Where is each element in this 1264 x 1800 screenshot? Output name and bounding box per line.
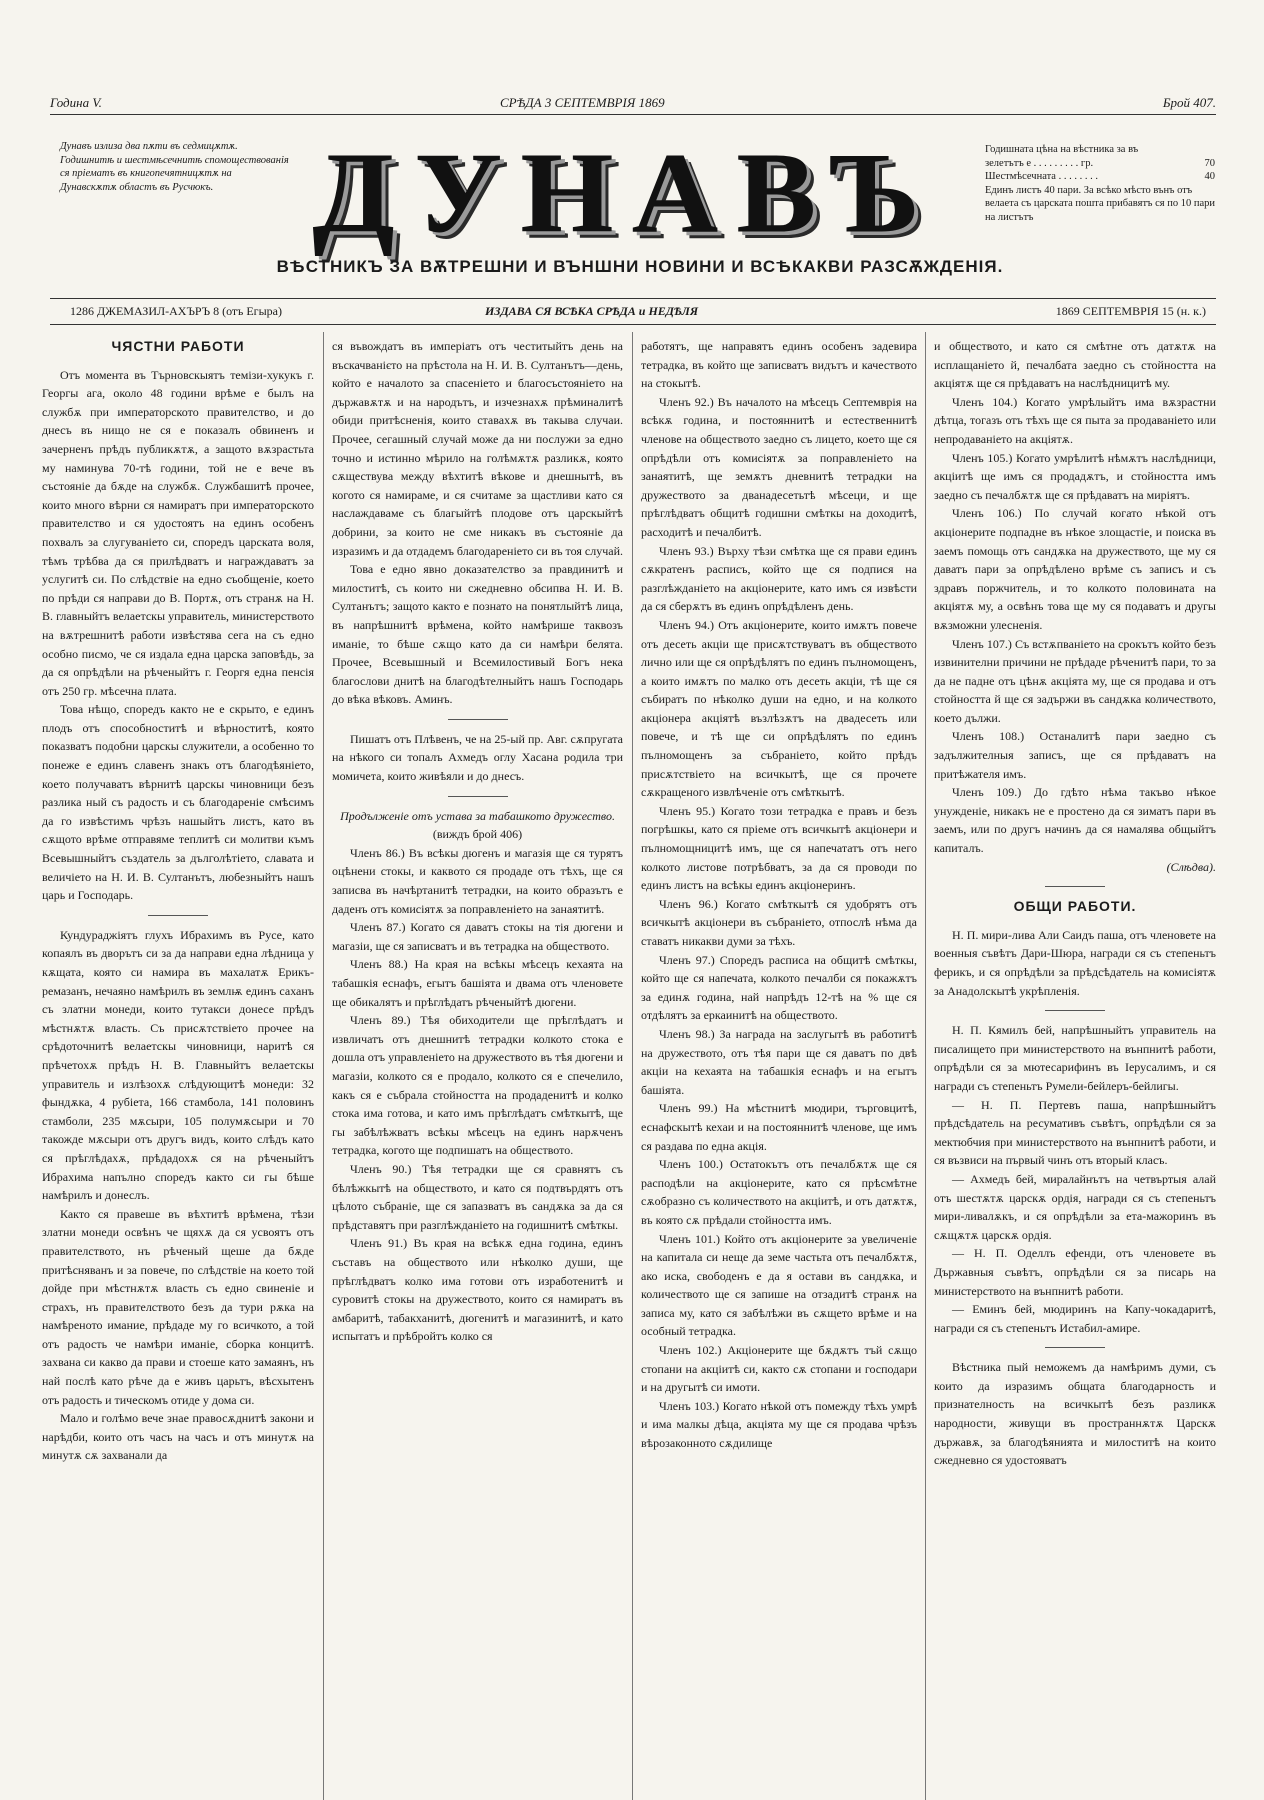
price-line-1: Годишната цѣна на вѣстника за въ: [985, 144, 1139, 155]
article-paragraph: Членъ 92.) Въ началото на мѣсецъ Септемврія на всѣкѫ година, и постояннитѣ и естественнитѣ членове на обществото заедно съ лицето, което ще ся опрѣдѣли отъ комисіятѫ за поправленіето на занаятитѣ, ще земѫтъ дневнитѣ тетрадки на дружеството за дванадесетьтѣ мѣсеци, и ще прѣглѣдватъ общитѣ годишни смѣткы на доходитѣ, расходитѣ и печалбитѣ.: [641, 394, 917, 539]
article-paragraph: Пишатъ отъ Плѣвенъ, че на 25-ый пр. Авг. сѫпругата на нѣкого си топалъ Ахмедъ оглу Хасана родила три момичета, които живѣяли и до днесъ.: [332, 731, 623, 784]
article-paragraph: Членъ 104.) Когато умрѣлыйтъ има вѫзрастни дѣтца, тогазъ отъ тѣхъ ще ся пыта за продаваніето или непродаваніето на акціятѫ.: [934, 394, 1216, 446]
issue-label: Брой 407.: [1162, 95, 1216, 110]
article-separator: [448, 796, 508, 797]
article-paragraph: Членъ 95.) Когато този тетрадка е правъ и безъ погрѣшкы, като ся пріеме отъ всичкытѣ акціонери и пълномощницитѣ имъ, ще ся напечататъ отъ него колкото листове потрѣбватъ, за да ся проводи по единъ листъ на всѣкы единъ акціонеринъ.: [641, 803, 917, 893]
article-paragraph: — Ахмедъ бей, миралайнътъ на четвъртыя алай отъ шестѫтѫ царскѫ ордія, награди ся съ степеньтъ мири-ливалѫкъ, и ся опрѣдѣли за ета-мажоринъ въ сѫщѫтѫ царскѫ ордія.: [934, 1171, 1216, 1242]
price-annual-value: 70: [1204, 157, 1215, 169]
article-paragraph: Членъ 88.) На края на всѣкы мѣсецъ кехаята на табашкія еснафъ, егытъ башіята и двама отъ членовете ще обикалятъ и прѣглѣдатъ рѣченыйтѣ дюгени.: [332, 957, 623, 1009]
dateline-rule-top: [50, 298, 1216, 299]
section-heading-public: ОБЩИ РАБОТИ.: [1013, 898, 1137, 915]
article-paragraph: Членъ 90.) Тѣя тетрадки ще ся сравнятъ съ бѣлѣжкытѣ на обществото, и като ся подтвърдятъ отъ цѣлото събраніе, ще ся запазватъ въ сандѫка за да ся прѣдставятъ при разглѣжданіето на годишнитѣ смѣткы.: [332, 1161, 623, 1232]
article-paragraph: Членъ 89.) Тѣя обиходители ще прѣглѣдатъ и извличатъ отъ днешнитѣ тетрадки колкото стока е дошла отъ управленіето на дружеството въ тѣя дюгени и магазіи, колкото ся е продало, колкото ся е спечелило, какъ ся е събрала стойността на продаденитѣ и колко стока има готова, и като имъ прѣглѣдатъ смѣткытѣ, ще гы забѣлѣжватъ всѣкы мѣсецъ на единъ нарѫченъ тетрадка, когото ще подпишатъ на обществото.: [332, 1013, 623, 1158]
article-paragraph: Членъ 91.) Въ края на всѣкѫ една година, единъ съставъ на обществото или нѣколко души, ще прѣглѣдватъ колко има готови отъ изработенитѣ и суровитѣ стокы на дружеството, които ся намиратъ въ амбаритѣ, табакханитѣ, дюгенитѣ и магазинитѣ, и като испытатъ и прѣбройтъ колко ся: [332, 1236, 623, 1344]
article-separator: [148, 915, 208, 916]
article-paragraph: Членъ 99.) На мѣстнитѣ мюдири, търговцитѣ, еснафскытѣ кехаи и на постояннитѣ членове, ще имъ ся раздава по една акція.: [641, 1101, 917, 1153]
article-paragraph: Членъ 101.) Който отъ акціонерите за увеличеніе на капитала си нещe да земе частьта отъ печалбѫтѫ, ако иска, свободенъ е да я остави въ сандѫка, и количеството ще ся запише на отзадитѣ странѫ на записа му, като ся забѣлѣжи въ сѫщето врѣме и на особный тетрадка.: [641, 1231, 917, 1339]
dateline-rule-bottom: [50, 324, 1216, 325]
article-paragraph: Членъ 94.) Отъ акціонерите, които имѫтъ повече отъ десеть акціи ще присѫтствуватъ въ обществото лично или ще ся опрѣдѣлятъ по единъ пълномощенъ, а които имѫтъ по малко отъ десеть акціи, тѣ ще ся събиратъ по нѣколко души на едно, и на колкото акціонера акціятѣ възлѣзѫтъ на двадесеть или повече, и тѣ ще си опрѣдѣлятъ по единъ пълномощенъ за събраніето, който прѣдъ присѫтствіето на всичкытѣ, ще ся прочете сѫкращеного извлѣченіе отъ смѣткытѣ.: [641, 617, 917, 800]
article-paragraph: Членъ 93.) Върху тѣзи смѣтка ще ся прави единъ сѫкратенъ расписъ, който ще ся подпися на разглѣжданіето на акціонерите, като имъ ся извѣсти да ся сберѫтъ въ единъ опрѣдѣленъ день.: [641, 543, 917, 614]
top-rule: [50, 114, 1216, 115]
article-separator: [1045, 1010, 1105, 1011]
article-paragraph: Това нѣщо, споредъ както не е скрыто, е единъ плодъ отъ способноститѣ и вѣрноститѣ, която показватъ подобни царскы служители, а особенно то понеже е единъ славенъ знакъ отъ благодѣяніето, което получаватъ вѣрнитѣ царскы чиновници безъ разлика ный съ радость и съ благодареніе смѣсимъ да го извѣстимъ чрѣзъ нашыйтъ листъ, като въ сѫщото врѣме отправяме теплитѣ си молитви къмъ Всевышныйтъ създатель за дълголѣтіето, славата и величіето на Н. И. В. Султанътъ, любезныйтъ нашъ царь и Господарь.: [42, 702, 314, 903]
statute-title: Продълженіе отъ устава за табашкото дружество.: [340, 808, 615, 823]
column-2: [332, 337, 623, 1796]
article-paragraph: — Н. П. Пертевъ паша, напрѣшныйтъ прѣдсѣдатель на ресумативъ съвѣтъ, опрѣдѣли ся за мектюбчия при министерството на вънпнитѣ работи, и ся възвиси на първый чинъ отъ вторый класъ.: [934, 1097, 1216, 1168]
article-paragraph: Членъ 98.) За награда на заслугытѣ въ работитѣ на дружеството, отъ тѣя пари ще ся даватъ по двѣ акціи на кехаята на табашкія еснафъ и на егытъ башіята.: [641, 1026, 917, 1097]
statute-reference: (виждъ брой 406): [432, 827, 523, 842]
article-paragraph: — Еминъ бей, мюдиринъ на Капу-чокадаритѣ, награди ся съ степеньтъ Истабил-амире.: [934, 1302, 1216, 1335]
price-box: [985, 143, 1215, 224]
article-separator: [1045, 886, 1105, 887]
article-paragraph: Членъ 97.) Споредъ расписа на общитѣ смѣткы, който ще ся напечата, колкото печалби ся покажѫтъ за единѫ година, най напрѣдъ 12-тѣ на % ще ся отдѣлятъ за еркаинитѣ на обществото.: [641, 952, 917, 1023]
article-paragraph: Членъ 107.) Съ встѫпваніето на срокътъ който безъ извинителни причини не прѣдаде рѣченитѣ пари, то за да не падне отъ цѣнѫ акціята му, ще ся продава и отъ стойността й ще ся задържи въ сандѫка количеството, което дължи.: [934, 636, 1216, 725]
article-paragraph: Членъ 102.) Акціонерите ще бѫдѫтъ тъй сѫщо стопани на акціитѣ си, както сѫ стопани и господари и на другытѣ си имоти.: [641, 1343, 917, 1395]
volume-label: Година V.: [50, 95, 102, 110]
article-paragraph: и обществото, и като ся смѣтне отъ датѫтѫ на исплащаніето й, печалбата заедно съ стойността на акціятѫ ще ся прѣдаватъ на наслѣдницитѣ му.: [934, 339, 1216, 391]
price-annual-label: зелетътъ е . . . . . . . . . гр.: [985, 157, 1094, 169]
masthead-title: ДУНАВЪ: [312, 128, 938, 257]
article-paragraph: Членъ 86.) Въ всѣкы дюгенъ и магазія ще ся турятъ оцѣнени стокы, и каквото ся продаде отъ тѣхъ, ще ся записва въ начѣртанитѣ тетрадки, на които образътъ е даденъ отъ комисіятѫ за поправленіето на занаятитѣ.: [332, 845, 623, 916]
section-heading-private: ЧЯСТНИ РАБОТИ: [111, 338, 245, 354]
article-separator: [1045, 1347, 1105, 1348]
price-halfyear-label: Шестмѣсечната . . . . . . . .: [985, 171, 1098, 182]
column-rule-1: [323, 332, 324, 1800]
article-paragraph: Членъ 103.) Когато нѣкой отъ помежду тѣхъ умрѣ и има малкы дѣца, акціята му ще ся продава чрѣзъ вѣрозаконното сѫдилище: [641, 1398, 917, 1451]
article-separator: [448, 719, 508, 720]
article-paragraph: Вѣстника пый неможемъ да намѣримъ думи, съ които да изразимъ общата благодарность и признателность на всичкытѣ безъ разликѫ народности, живущи въ пространнѫтѫ Царскѫ държавѫ, за благодѣянията и милоститѣ на които сжедневно ся удостояватъ: [934, 1360, 1216, 1468]
article-paragraph: Н. П. мири-лива Али Саидъ паша, отъ членовете на военныя съвѣтъ Дари-Шюра, награди ся съ степеньтъ ферикъ, и ся опрѣдѣли за прѣдсѣдатель на комисіятѫ за Анадолскытѣ укрѣпленія.: [934, 927, 1216, 998]
column-rule-3: [925, 332, 926, 1800]
article-paragraph: Членъ 106.) По случай когато нѣкой отъ акціонерите подпадне въ нѣкое злощастіе, и поиска въ заемъ помощь отъ сандѫка на дружеството, ще му ся даватъ пари за опрѣдѣлено врѣме съ записъ и съ здравъ поржчитель, и то колкото половината на акціятѫ му, а освѣнъ това ще му ся подаватъ и другы вѫзможни улесненія.: [934, 506, 1216, 632]
article-paragraph: Отъ момента въ Търновскыятъ темізи-хукукъ г. Георгы ага, около 48 години врѣме е былъ на службѫ при императорското правителство, и до днесъ въ нищо не ся е показалъ обвиненъ и зачерненъ прѣдъ публикѫтѫ, а защото вѫзрастьта му наминува 70-тѣ години, той не е вече въ състояніе да бѫде на службѫ. Службашитѣ прочее, които много вѣрни ся намиратъ при императорското правителство и ся удостоятъ на единъ особенъ похвалъ за слугуваніето си, споредъ царската воля, тѣмъ трѣбва да ся прилѣдватъ и награждаватъ за услугитѣ си. По слѣдствіе на едно съобщеніе, което по прѣди ся направи до В. Портѫ, отъ странѫ на Н. В. главныйтъ велаетскы управитель, министерството на вѫтрешнитѣ работи извѣстява сега на съ едно особно писмо, че ся издала една царска заповѣдь, за да ся опрѣдѣли на рѣченыйтъ г. Георгя една пенсія отъ 250 гр. мѣсечна плата.: [42, 367, 314, 698]
article-paragraph: Членъ 109.) До гдѣто нѣма такъво нѣкое унужденіе, никакъ не е простено да ся зиматъ пари въ заемъ, или по другъ начинъ да ся намалява общыйтъ капиталъ.: [934, 785, 1216, 856]
date-label: СРѢДА 3 СЕПТЕМВРІЯ 1869: [500, 95, 665, 110]
price-halfyear-value: 40: [1204, 171, 1215, 182]
article-paragraph: Н. П. Кямилъ бей, напрѣшныйтъ управитель на писалището при министерството на вънпнитѣ работи, опрѣдѣли ся за мютесарифинъ въ Іерусалимъ, и ся награди съ степеньтъ Румели-бейлеръ-бейлигы.: [934, 1023, 1216, 1093]
publication-notice: Дунавъ излиза два пѫти въ седмицѫтѫ. Годишнитѣ и шестмѣсечнитѣ спомоществованія ся пріематъ въ книгопечятницѫтѫ на Дунавскѫтѫ областъ въ Русчюкъ.: [60, 141, 289, 193]
article-paragraph: работятъ, ще направятъ единъ особенъ задевира тетрадка, въ който ще записватъ видътъ и качеството на стокытѣ.: [641, 339, 917, 391]
column-rule-2: [632, 332, 633, 1800]
article-paragraph: Мало и голѣмо вече знае правосѫднитѣ закони и нарѣдби, които отъ часъ на часъ и отъ минутѫ на минутѫ сѫ захванали да: [42, 1411, 314, 1463]
column-1: [42, 337, 314, 1796]
price-line-4: Единъ листъ 40 пари. За всѣко мѣсто вънъ отъ велаета съ царската пошта прибавятъ ся по 10 пари на листътъ: [985, 184, 1215, 223]
column-4: [934, 337, 1216, 1796]
julian-date: 1869 СЕПТЕМВРІЯ 15 (н. к.): [1055, 304, 1206, 318]
price-line-2: [985, 157, 1215, 171]
article-paragraph: — Н. П. Оделлъ ефенди, отъ членовете въ Държавныя съвѣтъ, опрѣдѣли ся за писарь на министерството на вънпнитѣ работи.: [934, 1246, 1216, 1298]
hijri-date: 1286 ДЖЕМАЗИЛ-АХЪРЪ 8 (отъ Егыра): [70, 304, 282, 318]
article-paragraph: Членъ 87.) Когато ся даватъ стокы на тія дюгени и магазіи, ще ся записватъ и въ тетрадка на обществото.: [332, 920, 623, 953]
article-paragraph: Членъ 100.) Остатокътъ отъ печалбѫтѫ ще ся расподѣли на акціонерите, като ся прѣсмѣтне сѫобразно съ количеството на акціитѣ, и отъ датѫтѫ, въ която сѫ прѣдали стойността имъ.: [641, 1157, 917, 1227]
article-paragraph: Членъ 105.) Когато умрѣлитѣ нѣмѫтъ наслѣдници, акціитѣ ще имъ ся продадѫтъ, и стойността имъ заедно съ печалбѫтѫ ще ся прѣдаватъ на миріятъ.: [934, 450, 1216, 502]
article-paragraph: Както ся правеше въ вѣхтитѣ врѣмена, тѣзи златни монеди освѣнъ че щяхѫ да ся усвоятъ отъ правителството, нъ рѣченый щеше да бѫде притѣсняванъ и за повече, по слѣдствіе на което той дойде при мѣстнѫтѫ власть съ едно свиненіе и страхъ, нъ правителството безъ да тури рѫка на намѣреното имание, прѣдаде му го всичкото, а той отъ радость че намѣри иманіе, сборка концитѣ. захвана си какво да прави и стоеше като замаянъ, нъ най послѣ като рѣче да е живъ царьтъ, вѣсхытенъ отъ радость и тическомъ отиде у дома си.: [42, 1206, 314, 1407]
article-paragraph: Това е едно явно доказателство за правдинитѣ и милоститѣ, съ които ни сжедневно обсипва Н. И. В. Султанътъ; защото както е познато на понятлыйтѣ лица, въ напрѣшнитѣ врѣмена, който намѣрише таквозъ иманіе, то бѣше сѫщо като да си намѣри белята. Прочее, Всевышный и Всемилостивый Богъ нека благослови днитѣ на благодѣтелныйтъ нашъ Господарь до вѣка вѣковъ. Аминъ.: [332, 562, 623, 707]
article-paragraph: Кундураджіятъ глухъ Ибрахимъ въ Русе, като копаялъ въ дворътъ си за да направи една лѣдница у кѫщата, която си намира въ махалатѫ Ерикъ-ремазанъ, нечаяно намѣрилъ въ землѭ единъ саханъ съ златни монеди, които тутакси донесе прѣдъ мѣстнѫтѫ власть. Съ присѫтствіето прочее на срѣдоточнитѣ велаетскы чиновници, наритѣ ся прѣчетохѫ прѣдъ Н. В. Главныйтъ велаетскы управитель и излѣзохѫ слѣдующитѣ монеди: 32 фындѫка, 4 рубіета, 166 стамбола, 141 половинъ стамболи, 235 мѫсыри, 105 полумѫсыри и 70 такожде мѫсыри отъ другъ видъ, които слѣдъ като ся прѣглѣдахѫ, прѣдадохѫ ся на рѣченыйтъ Ибрахима напълно споредъ както си гы бѣше намѣрилъ и донеслъ.: [42, 927, 314, 1203]
publication-schedule: ИЗДАВА СЯ ВСѢКА СРѢДА и НЕДѢЛЯ: [485, 304, 699, 318]
price-line-3: [985, 170, 1215, 184]
masthead-subtitle: ВѢСТНИКЪ ЗА ВѪТРЕШНИ И ВЪНШНИ НОВИНИ И ВСѢКАКВИ РАЗСѪЖДЕНІЯ.: [276, 257, 1004, 276]
article-paragraph: Членъ 96.) Когато смѣткытѣ ся удобрятъ отъ всичкытѣ акціонери въ събраніето, отпослѣ нѣма да ставатъ никакви думи за тѣхъ.: [641, 896, 917, 948]
article-paragraph: ся въвождатъ въ имперіатъ отъ честитыйтъ день на въскачванієто на прѣстола на Н. И. В. Султанътъ—день, който е началото за спасеніето и благосъстояніето на държавѫтѫ и на народътъ, и изчезнахѫ прѣминалитѣ обиди притѣсненія, които ставахѫ въ такыва случаи. Прочее, сегашный случай може да ни послужи за едно точно и истинно мѣрило на голѣмѫтѫ разликѫ, която сѫществува между вѣхтитѣ вѣкове и днешнытѣ, въ когото ся намираме, и ся считаме за щастливи като ся наслаждаваме съ благыйтѣ плодове отъ царскыйтѣ добрини, за които не сме никакъ въ състояніе да изразимъ и да отдадемъ благодареніето си въ тоя случай.: [332, 339, 623, 558]
column-3: [641, 337, 917, 1796]
article-paragraph: Членъ 108.) Останалитѣ пари заедно съ задължителныя записъ, ще ся прѣдаватъ на притѣжателя имъ.: [934, 729, 1216, 781]
to-be-continued: (Слѣдва).: [1166, 859, 1216, 874]
